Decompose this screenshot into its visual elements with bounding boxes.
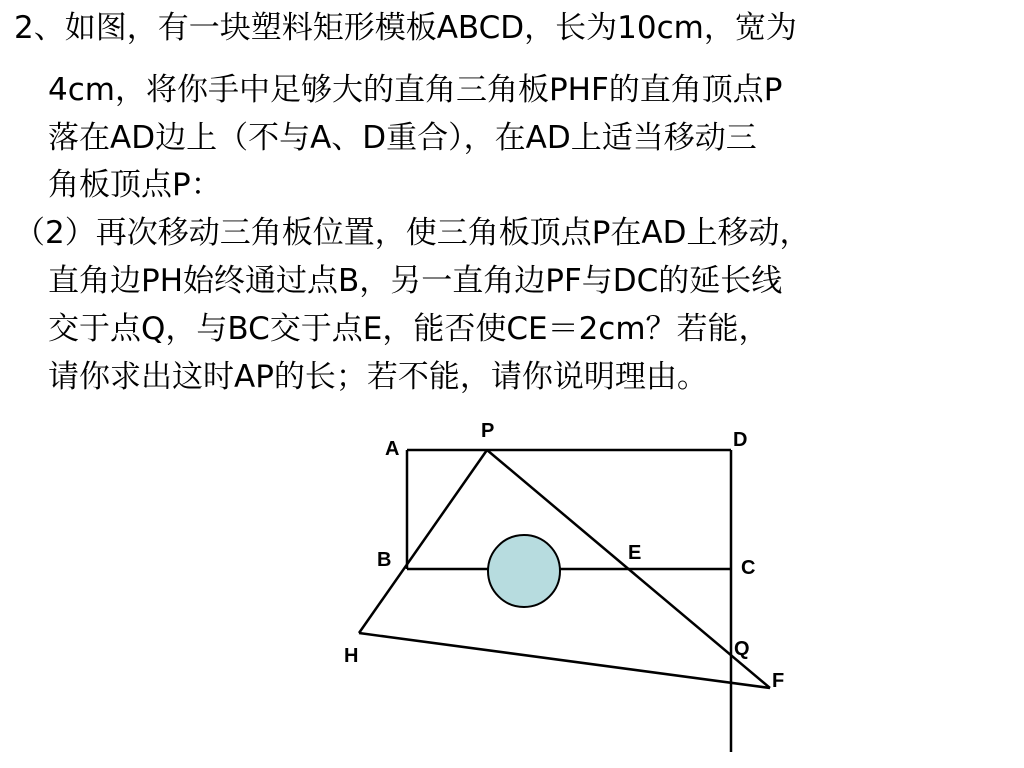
template-hole-circle: [488, 535, 560, 607]
label-H: H: [344, 645, 359, 667]
label-E: E: [628, 542, 642, 564]
label-B: B: [377, 549, 392, 571]
problem-text-line-7: 交于点Q，与BC交于点E，能否使CE＝2cm？若能，: [48, 311, 770, 347]
label-Q: Q: [734, 638, 750, 660]
problem-text-line-4: 角板顶点P：: [48, 167, 222, 203]
label-D: D: [733, 429, 748, 451]
label-A: A: [385, 438, 400, 460]
problem-text-line-6: 直角边PH始终通过点B，另一直角边PF与DC的延长线: [48, 263, 783, 299]
problem-text-line-1: 2、如图，有一块塑料矩形模板ABCD，长为10cm，宽为: [14, 10, 797, 46]
label-P: P: [481, 420, 495, 442]
segment-HF: [359, 633, 770, 688]
problem-text-line-8: 请你求出这时AP的长；若不能，请你说明理由。: [48, 359, 708, 395]
problem-text-line-2: 4cm，将你手中足够大的直角三角板PHF的直角顶点P: [48, 72, 783, 108]
label-C: C: [741, 557, 756, 579]
segment-PH: [359, 450, 487, 633]
label-F: F: [772, 670, 785, 692]
problem-text-line-5: （2）再次移动三角板位置，使三角板顶点P在AD上移动，: [14, 215, 811, 251]
problem-text-line-3: 落在AD边上（不与A、D重合），在AD上适当移动三: [48, 120, 757, 156]
